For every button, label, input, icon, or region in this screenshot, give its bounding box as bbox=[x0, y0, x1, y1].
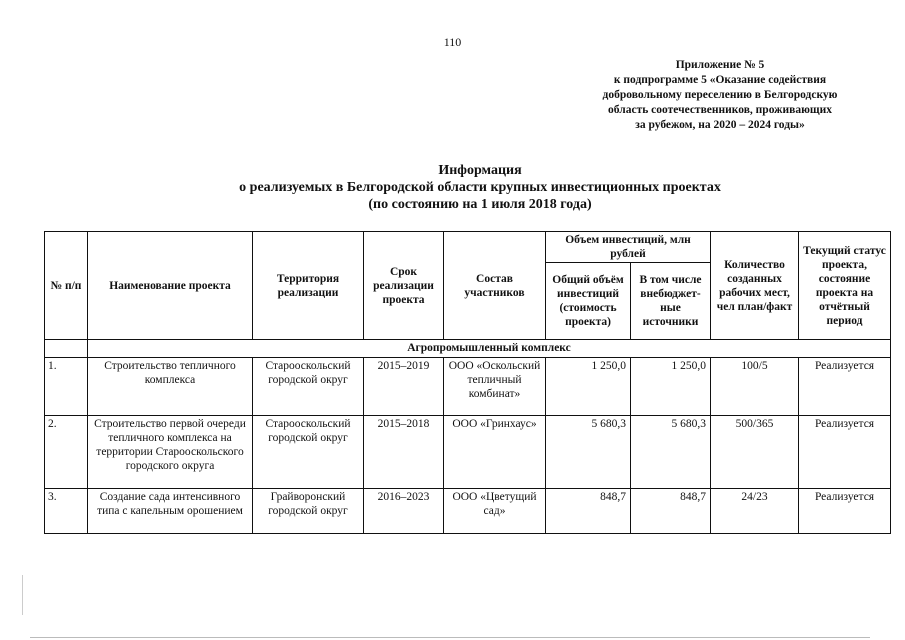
cell-num: 1. bbox=[45, 358, 88, 416]
cell-num: 3. bbox=[45, 489, 88, 534]
header-territory: Территория реализации bbox=[253, 232, 364, 340]
cell-offbudget: 1 250,0 bbox=[631, 358, 711, 416]
scan-bottom-line bbox=[30, 637, 870, 638]
annex-line: добровольному переселению в Белгородскую bbox=[602, 89, 838, 101]
cell-offbudget: 5 680,3 bbox=[631, 416, 711, 489]
cell-total: 5 680,3 bbox=[546, 416, 631, 489]
table-row bbox=[45, 489, 891, 534]
cell-participants: ООО «Цветущий сад» bbox=[444, 489, 546, 534]
header-investment: Объем инвестиций, млн рублей bbox=[546, 232, 711, 263]
section-empty-cell bbox=[45, 340, 88, 358]
header-total: Общий объём инвестиций (стоимость проекта) bbox=[546, 263, 631, 340]
annex-line: к подпрограмме 5 «Оказание содействия bbox=[613, 74, 827, 86]
cell-jobs: 24/23 bbox=[711, 489, 799, 534]
table-row bbox=[45, 416, 891, 489]
header-name: Наименование проекта bbox=[88, 232, 253, 340]
cell-territory: Старооскольский городской округ bbox=[253, 416, 364, 489]
cell-total: 1 250,0 bbox=[546, 358, 631, 416]
cell-participants: ООО «Оскольский тепличный комбинат» bbox=[444, 358, 546, 416]
annex-line: область соотечественников, проживающих bbox=[608, 104, 832, 116]
cell-status: Реализуется bbox=[799, 489, 891, 534]
cell-status: Реализуется bbox=[799, 416, 891, 489]
cell-territory: Грайворонский городской округ bbox=[253, 489, 364, 534]
cell-participants: ООО «Гринхаус» bbox=[444, 416, 546, 489]
table-row bbox=[45, 358, 891, 416]
document-title bbox=[130, 162, 830, 213]
title-line: о реализуемых в Белгородской области крупных инвестиционных проектах bbox=[239, 180, 721, 195]
investment-projects-table bbox=[44, 231, 891, 534]
cell-jobs: 100/5 bbox=[711, 358, 799, 416]
scan-margin-line bbox=[22, 575, 23, 615]
cell-name: Создание сада интенсивного типа с капельным орошением bbox=[88, 489, 253, 534]
header-term: Срок реализации проекта bbox=[364, 232, 444, 340]
cell-term: 2015–2018 bbox=[364, 416, 444, 489]
cell-territory: Старооскольский городской округ bbox=[253, 358, 364, 416]
header-participants: Состав участников bbox=[444, 232, 546, 340]
cell-name: Строительство первой очереди тепличного комплекса на территории Старооскольского городского округа bbox=[88, 416, 253, 489]
page-number: 110 bbox=[443, 35, 462, 49]
title-line: Информация bbox=[438, 163, 522, 178]
cell-jobs: 500/365 bbox=[711, 416, 799, 489]
cell-offbudget: 848,7 bbox=[631, 489, 711, 534]
annex-heading bbox=[560, 58, 880, 133]
section-row bbox=[45, 340, 891, 358]
title-line: (по состоянию на 1 июля 2018 года) bbox=[368, 197, 592, 212]
cell-name: Строительство тепличного комплекса bbox=[88, 358, 253, 416]
header-offbudget: В том числе внебюджет-ные источники bbox=[631, 263, 711, 340]
cell-term: 2016–2023 bbox=[364, 489, 444, 534]
cell-term: 2015–2019 bbox=[364, 358, 444, 416]
cell-total: 848,7 bbox=[546, 489, 631, 534]
annex-line: Приложение № 5 bbox=[675, 59, 765, 71]
header-jobs: Количество созданных рабочих мест, чел план/факт bbox=[711, 232, 799, 340]
cell-num: 2. bbox=[45, 416, 88, 489]
header-status: Текущий статус проекта, состояние проекта на отчётный период bbox=[799, 232, 891, 340]
header-num: № п/п bbox=[45, 232, 88, 340]
section-label: Агропромышленный комплекс bbox=[88, 340, 891, 358]
annex-line: за рубежом, на 2020 – 2024 годы» bbox=[635, 119, 805, 131]
cell-status: Реализуется bbox=[799, 358, 891, 416]
